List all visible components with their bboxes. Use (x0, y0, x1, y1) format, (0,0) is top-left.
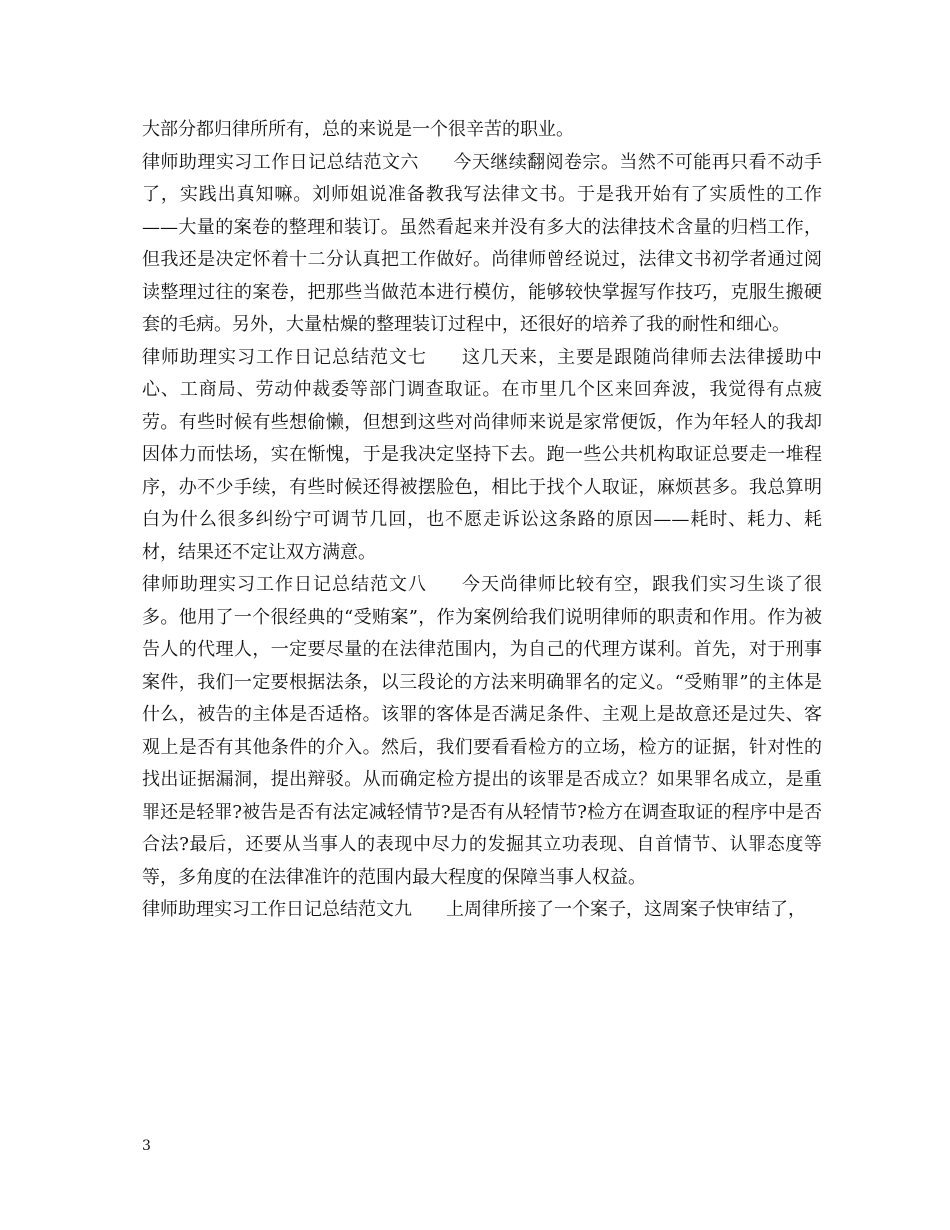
paragraph-text: 大部分都归律所所有，总的来说是一个很辛苦的职业。 (142, 119, 574, 140)
paragraph-heading: 律师助理实习工作日记总结范文八 (142, 574, 427, 595)
paragraph-text: 今天尚律师比较有空，跟我们实习生谈了很多。他用了一个很经典的“受贿案”，作为案例给我们说明律师的职责和作用。作为被告人的代理人，一定要尽量的在法律范围内，为自己的代理方谋利。首先，对于刑事案件，我们一定要根据法条，以三段论的方法来明确罪名的定义。“受贿罪”的主体是什么，被告的主体是否适格。该罪的客体是否满足条件、主观上是故意还是过失、客观上是否有其他条件的介入。然后，我们要看看检方的立场，检方的证据，针对性的找出证据漏洞，提出辩驳。从而确定检方提出的该罪是否成立？如果罪名成立，是重罪还是轻罪?被告是否有法定减轻情节?是否有从轻情节?检方在调查取证的程序中是否合法?最后，还要从当事人的表现中尽力的发掘其立功表现、自首情节、认罪态度等等，多角度的在法律准许的范围内最大程度的保障当事人权益。 (142, 574, 822, 888)
paragraph-text: 今天继续翻阅卷宗。当然不可能再只看不动手了，实践出真知嘛。刘师姐说准备教我写法律文书。于是我开始有了实质性的工作——大量的案卷的整理和装订。虽然看起来并没有多大的法律技术含量的归档工作，但我还是决定怀着十二分认真把工作做好。尚律师曾经说过，法律文书初学者通过阅读整理过往的案卷，把那些当做范本进行模仿，能够较快掌握写作技巧，克服生搬硬套的毛病。另外，大量枯燥的整理装订过程中，还很好的培养了我的耐性和细心。 (142, 151, 823, 335)
paragraph-sample-nine (142, 894, 822, 927)
paragraph-text: 上周律所接了一个案子，这周案子快审结了， (446, 899, 806, 920)
paragraph-continuation (142, 114, 822, 147)
paragraph-sample-six (142, 147, 822, 342)
paragraph-text: 这几天来，主要是跟随尚律师去法律援助中心、工商局、劳动仲裁委等部门调查取证。在市里几个区来回奔波，我觉得有点疲劳。有些时候有些想偷懒，但想到这些对尚律师来说是家常便饭，作为年轻人的我却因体力而怯场，实在惭愧，于是我决定坚持下去。跑一些公共机构取证总要走一堆程序，办不少手续，有些时候还得被摆脸色，相比于找个人取证，麻烦甚多。我总算明白为什么很多纠纷宁可调节几回，也不愿走诉讼这条路的原因——耗时、耗力、耗材，结果还不定让双方满意。 (142, 346, 822, 563)
document-body (142, 114, 822, 927)
page-number: 3 (142, 1138, 151, 1154)
paragraph-heading: 律师助理实习工作日记总结范文七 (142, 346, 427, 368)
paragraph-heading: 律师助理实习工作日记总结范文六 (142, 151, 419, 173)
paragraph-heading: 律师助理实习工作日记总结范文九 (142, 899, 412, 920)
paragraph-sample-seven (142, 342, 822, 570)
paragraph-sample-eight (142, 569, 822, 894)
